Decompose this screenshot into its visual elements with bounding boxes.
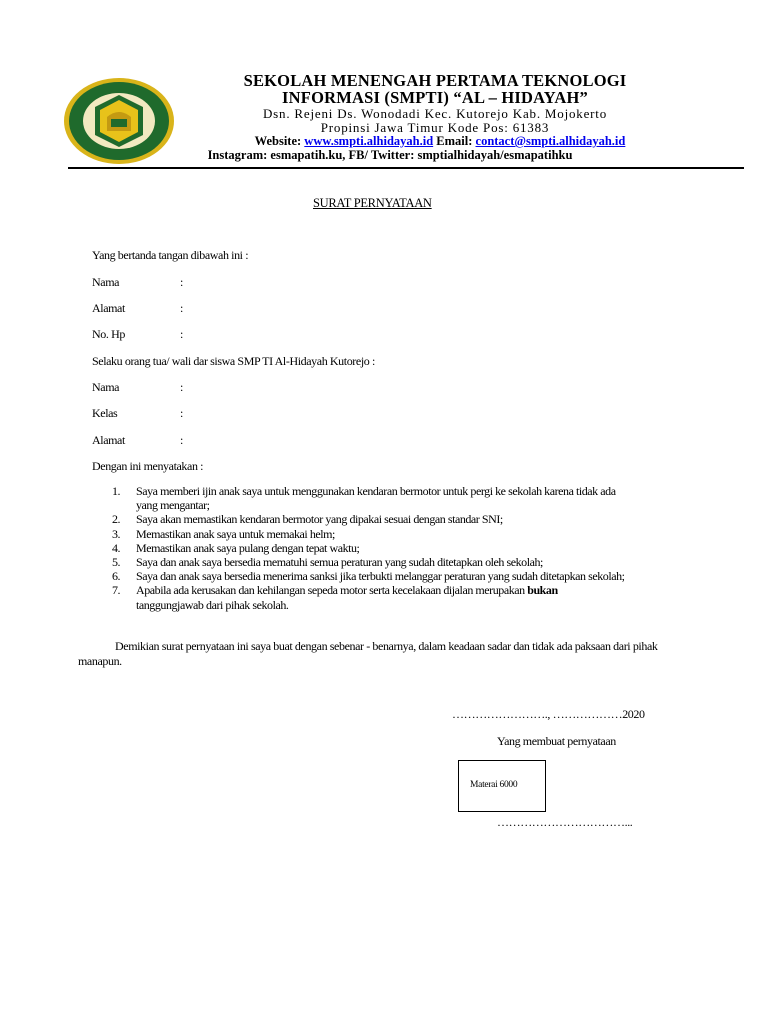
list-item: 7. Apabila ada kerusakan dan kehilangan sepeda motor serta kecelakaan dijalan merupakan bukan tanggungjawab dari pihak sekolah.	[112, 583, 558, 612]
signer-address-label: Alamat	[92, 301, 125, 315]
student-class-colon: :	[180, 406, 184, 420]
email-label: Email:	[433, 134, 476, 148]
school-name-line2: INFORMASI (SMPTI) “AL – HIDAYAH”	[282, 88, 588, 107]
signer-address-colon: :	[180, 301, 184, 315]
signer-phone-label: No. Hp	[92, 327, 125, 341]
guardian-intro: Selaku orang tua/ wali dar siswa SMP TI Al-Hidayah Kutorejo :	[92, 354, 375, 368]
student-class-label: Kelas	[92, 406, 118, 420]
list-item: 2. Saya akan memastikan kendaran bermotor yang dipakai sesuai dengan standar SNI;	[112, 512, 503, 527]
signer-name-label: Nama	[92, 275, 120, 289]
social-media-line: Instagram: esmapatih.ku, FB/ Twitter: smptialhidayah/esmapatihku	[207, 148, 573, 162]
list-item: 4. Memastikan anak saya pulang dengan tepat waktu;	[112, 540, 360, 555]
student-name-label: Nama	[92, 380, 120, 394]
student-address-label: Alamat	[92, 433, 125, 447]
statement-intro: Dengan ini menyatakan :	[92, 459, 204, 473]
student-name-colon: :	[180, 380, 184, 394]
list-item: 1. Saya memberi ijin anak saya untuk menggunakan kendaran bermotor untuk pergi ke sekolah karena tidak ada yang mengantar;	[112, 484, 616, 513]
signer-phone-colon: :	[180, 327, 184, 341]
date-line: ……………………., ………………2020	[452, 707, 645, 721]
signer-name-colon: :	[180, 275, 184, 289]
stamp-box	[458, 760, 546, 812]
list-item: 5. Saya dan anak saya bersedia mematuhi semua peraturan yang sudah ditetapkan oleh sekolah;	[112, 555, 543, 570]
school-name-line1: SEKOLAH MENENGAH PERTAMA TEKNOLOGI	[243, 71, 627, 90]
website-link[interactable]: www.smpti.alhidayah.id	[304, 134, 434, 148]
list-item: 6. Saya dan anak saya bersedia menerima sanksi jika terbukti melanggar peraturan yang sudah ditetapkan sekolah;	[112, 569, 625, 584]
intro-text: Yang bertanda tangan dibawah ini :	[92, 248, 249, 262]
email-link[interactable]: contact@smpti.alhidayah.id	[475, 134, 626, 148]
header-divider	[68, 167, 744, 169]
school-address-line2: Propinsi Jawa Timur Kode Pos: 61383	[320, 120, 550, 135]
signer-caption: Yang membuat pernyataan	[497, 734, 616, 748]
stamp-label: Materai 6000	[470, 780, 518, 790]
contact-line	[150, 134, 730, 149]
closing-paragraph: Demikian surat pernyataan ini saya buat dengan sebenar - benarnya, dalam keadaan sadar dan tidak ada paksaan dari pihak manapun.	[78, 639, 658, 668]
student-address-colon: :	[180, 433, 184, 447]
document-title: SURAT PERNYATAAN	[313, 196, 432, 210]
logo-ring-text: SMP TEKNOLOGI INFORMASI AL HIDAYAH KUTOREJO - MOJOKERTO	[63, 71, 304, 79]
school-address-line1: Dsn. Rejeni Ds. Wonodadi Kec. Kutorejo Kab. Mojokerto	[262, 106, 608, 121]
website-label: Website:	[254, 134, 305, 148]
list-item: 3. Memastikan anak saya untuk memakai helm;	[112, 526, 335, 541]
signature-line: ……………………………...	[497, 815, 633, 829]
statement-list	[92, 484, 702, 612]
